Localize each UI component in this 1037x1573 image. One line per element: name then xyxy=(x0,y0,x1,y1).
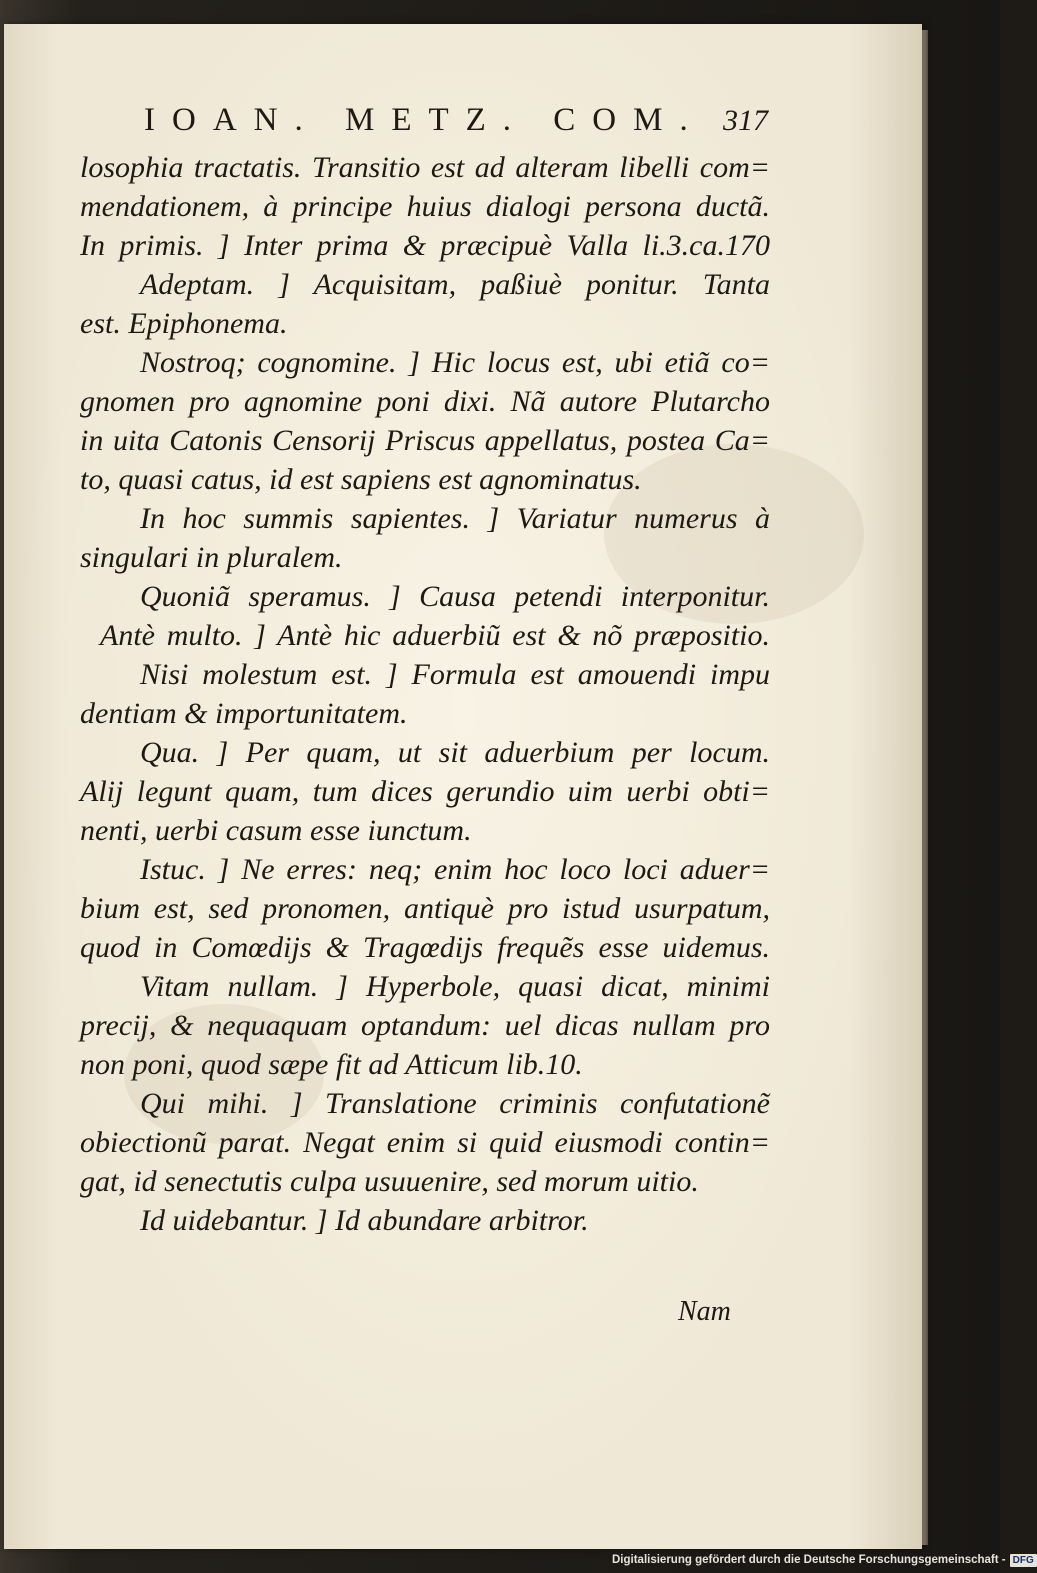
text-line: gat, id senectutis culpa usuuenire, sed morum uitio. xyxy=(80,1165,699,1198)
text-line: losophia tractatis. Transitio est ad alteram libelli com= xyxy=(80,151,770,184)
text-line: nenti, uerbi casum esse iunctum. xyxy=(80,814,472,847)
text-line: In hoc summis sapientes. ] Variatur numerus à xyxy=(140,502,770,535)
text-line: Quoniã speramus. ] Causa petendi interponitur. xyxy=(140,580,770,613)
text-line: Adeptam. ] Acquisitam, paßiuè ponitur. Tanta xyxy=(140,268,770,301)
text-line: Alij legunt quam, tum dices gerundio uim uerbi obti= xyxy=(80,775,770,808)
text-line: quod in Comœdijs & Tragœdijs frequẽs esse uidemus. xyxy=(80,931,770,964)
text-line: Qua. ] Per quam, ut sit aduerbium per locum. xyxy=(140,736,770,769)
running-head xyxy=(144,96,768,146)
text-line: in uita Catonis Censorij Priscus appellatus, postea Ca= xyxy=(80,424,770,457)
running-head-title: IOAN. METZ. COM. xyxy=(144,102,705,138)
text-line: mendationem, à principe huius dialogi persona ductã. xyxy=(80,190,770,223)
dfg-logo: DFG xyxy=(1010,1554,1037,1567)
text-line: In primis. ] Inter prima & præcipuè Valla li.3.ca.170 xyxy=(80,229,770,262)
text-line: Antè multo. ] Antè hic aduerbiũ est & nõ præpositio. xyxy=(100,619,770,652)
text-line: est. Epiphonema. xyxy=(80,307,288,340)
text-line: Id uidebantur. ] Id abundare arbitror. xyxy=(140,1204,589,1237)
text-line: dentiam & importunitatem. xyxy=(80,697,408,730)
text-line: Istuc. ] Ne erres: neq; enim hoc loco loci aduer= xyxy=(140,853,770,886)
credit-text: Digitalisierung gefördert durch die Deutsche Forschungsgemeinschaft - xyxy=(612,1554,1006,1566)
commentary-text xyxy=(80,148,770,1240)
text-line: Nisi molestum est. ] Formula est amouendi impu xyxy=(140,658,770,691)
page-number: 317 xyxy=(723,104,768,137)
digitization-credit xyxy=(612,1551,1037,1569)
text-line: Qui mihi. ] Translatione criminis confutationẽ xyxy=(140,1087,770,1120)
text-line: Vitam nullam. ] Hyperbole, quasi dicat, minimi xyxy=(140,970,770,1003)
page-edge xyxy=(922,30,928,1545)
text-line: Nostroq; cognomine. ] Hic locus est, ubi etiã co= xyxy=(140,346,770,379)
text-line: obiectionũ parat. Negat enim si quid eiusmodi contin= xyxy=(80,1126,770,1159)
catchword: Nam xyxy=(678,1296,731,1327)
text-line: to, quasi catus, id est sapiens est agnominatus. xyxy=(80,463,642,496)
text-line: gnomen pro agnomine poni dixi. Nã autore Plutarcho xyxy=(80,385,770,418)
text-line: bium est, sed pronomen, antiquè pro istud usurpatum, xyxy=(80,892,770,925)
text-line: non poni, quod sæpe fit ad Atticum lib.10. xyxy=(80,1048,583,1081)
text-line: precij, & nequaquam optandum: uel dicas nullam pro xyxy=(80,1009,770,1042)
text-line: singulari in pluralem. xyxy=(80,541,343,574)
